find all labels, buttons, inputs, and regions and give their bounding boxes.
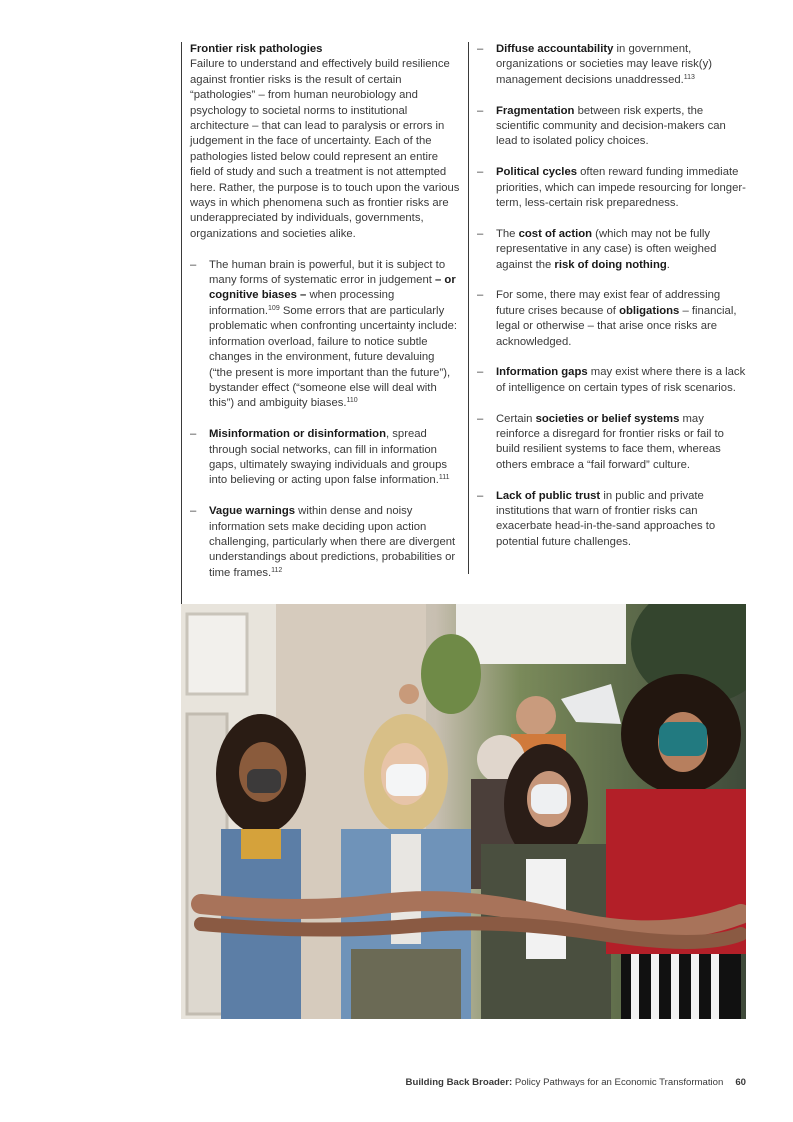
item-text: between risk experts, the scientific community and decision-makers can lead to isolated policy choices. [496, 104, 726, 148]
right-pathology-list [477, 42, 749, 550]
section-heading: Frontier risk pathologies [190, 43, 323, 55]
item-text: within dense and noisy information sets make deciding upon action challenging, particularly when there are divergent understandings about predictions, probabilities or time frames. [209, 505, 456, 579]
footnote-ref: 111 [438, 474, 450, 482]
pathology-item [190, 258, 460, 412]
item-keyword: Political cycles [496, 166, 578, 179]
pathology-item [477, 365, 749, 396]
pathology-item [477, 42, 749, 88]
pathology-item [190, 427, 460, 489]
item-keyword: Fragmentation [496, 104, 575, 117]
item-text: The human brain is powerful, but it is subject to many forms of systematic error in judgement [209, 258, 446, 287]
item-keyword: obligations [619, 304, 680, 317]
pathology-item [190, 504, 460, 581]
item-keyword: – or cognitive biases – [209, 274, 456, 302]
pathology-item [477, 288, 749, 350]
item-keyword: Diffuse accountability [496, 43, 614, 55]
center-column-rule [468, 42, 469, 574]
item-text: (which may not be fully representative in any case) is often weighed against the [496, 227, 717, 271]
pathology-item [477, 489, 749, 551]
item-keyword: risk of doing nothing [554, 258, 667, 271]
page-number: 60 [735, 1077, 746, 1088]
intro-paragraph: Failure to understand and effectively build resilience against frontier risks is the result of certain “pathologies” – from human neurobiology and psychology to societal norms to institutional architecture – that can lead to paralysis or errors in judgement in the face of uncertainty. Each of the pathologies listed below could represent an entire field of study and such a treatment is not attempted here. Rather, the purpose is to touch upon the various ways in which phenomena such as frontier risks are underappreciated by individuals, governments, organizations and societies alike. [190, 58, 460, 240]
footer-title-bold: Building Back Broader: [405, 1077, 513, 1088]
footer-title-rest: Policy Pathways for an Economic Transformation [512, 1077, 724, 1088]
left-pathology-list [190, 258, 460, 582]
pathology-item [477, 412, 749, 474]
item-text: , spread through social networks, can fill in information gaps, ultimately swaying individuals and groups into believing or acting upon false information. [209, 428, 447, 487]
pathology-item [477, 165, 749, 211]
item-text: – financial, legal or otherwise – that arise once risks are acknowledged. [496, 304, 737, 348]
right-column [477, 42, 749, 566]
item-text: Certain [496, 412, 536, 425]
footnote-ref: 110 [346, 397, 358, 405]
page-footer [406, 1077, 746, 1088]
item-text: in government, organizations or societies may leave risk(y) management decisions unaddressed. [496, 43, 712, 86]
item-keyword: Lack of public trust [496, 489, 601, 502]
item-keyword: Vague warnings [209, 505, 296, 518]
left-column [190, 42, 460, 597]
footnote-ref: 113 [683, 73, 695, 81]
item-text: . [666, 258, 670, 271]
item-text: when processing information. [209, 289, 395, 317]
item-keyword: Misinformation or disinformation [209, 428, 386, 441]
item-text: For some, there may exist fear of addressing future crises because of [496, 289, 721, 317]
footnote-ref: 109 [268, 304, 280, 312]
item-text: may reinforce a disregard for frontier risks or fail to build resilient systems to face them, whereas others embrace a “fail forward” culture. [496, 412, 724, 471]
item-text: often reward funding immediate priorities, which can impede resourcing for longer-term, less-certain risk preparedness. [496, 166, 746, 210]
item-text: Some errors that are particularly problematic when confronting uncertainty include: information overload, failure to notice subtle changes in the environment, future devaluing (“the present is more important than the future”), bystander effect (“someone else will deal with this”) and ambiguity biases. [209, 304, 458, 410]
item-text: in public and private institutions that warn of frontier risks can exacerbate head-in-the-sand approaches to potential future challenges. [496, 489, 716, 548]
protest-photo [181, 604, 746, 1019]
pathology-item [477, 227, 749, 273]
item-keyword: cost of action [518, 227, 593, 240]
item-text: The [496, 227, 519, 240]
item-keyword: societies or belief systems [535, 412, 680, 425]
footnote-ref: 112 [271, 566, 283, 574]
pathology-item [477, 104, 749, 150]
item-text: may exist where there is a lack of intelligence on certain types of risk scenarios. [496, 366, 746, 394]
item-keyword: Information gaps [496, 366, 588, 379]
